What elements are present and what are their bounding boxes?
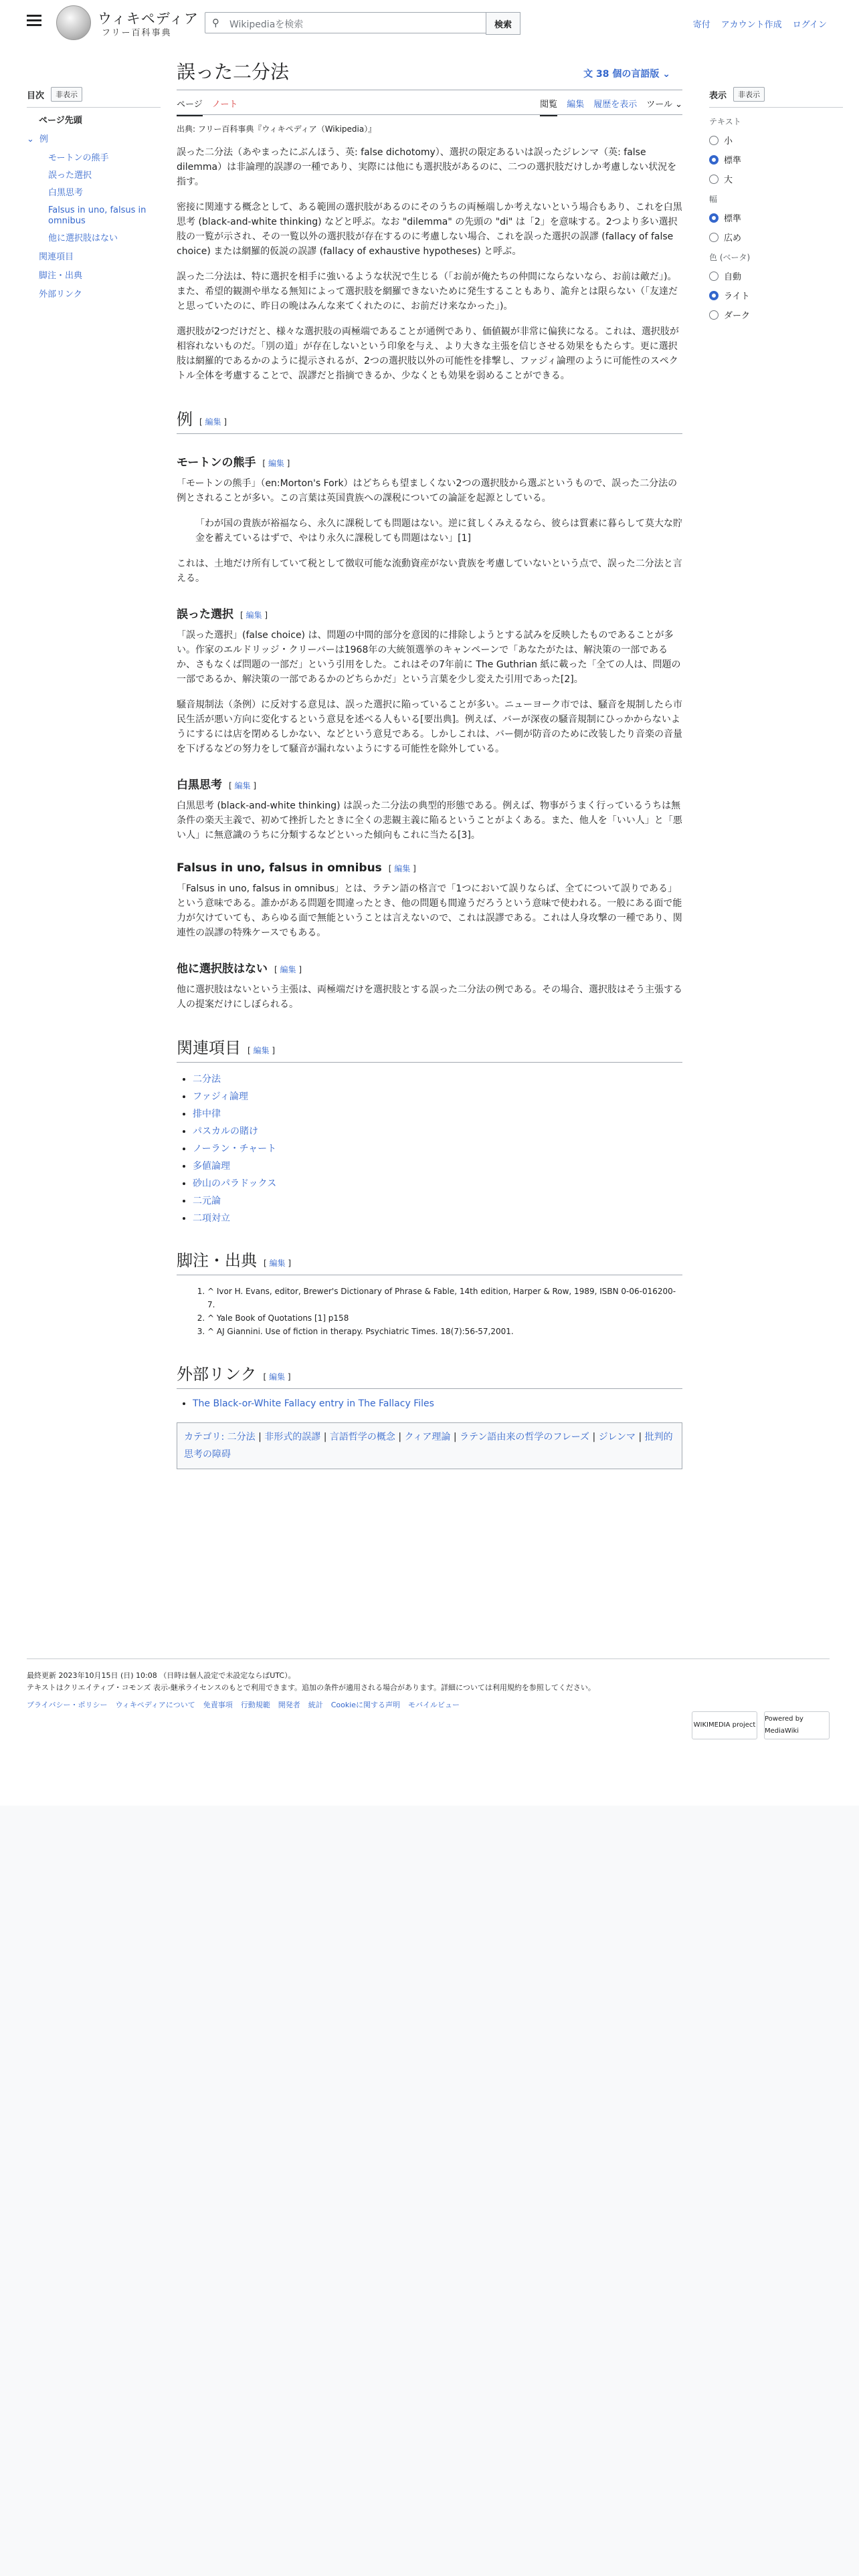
- reference-item: 2. ^ Yale Book of Quotations [1] p158: [207, 1311, 682, 1325]
- toc-sidebar: [27, 87, 161, 308]
- radio-icon[interactable]: [709, 136, 719, 145]
- related-link[interactable]: 二項対立: [193, 1213, 230, 1224]
- radio-icon[interactable]: [709, 233, 719, 242]
- footer-link[interactable]: 免責事項: [203, 1701, 233, 1709]
- related-link[interactable]: パスカルの賭け: [193, 1126, 258, 1137]
- radio-label: 広め: [724, 233, 742, 243]
- radio-icon[interactable]: [709, 310, 719, 320]
- page-title: 誤った二分法: [177, 61, 290, 83]
- search-placeholder: Wikipediaを検索: [229, 19, 304, 30]
- width-standard[interactable]: [709, 211, 843, 224]
- color-auto[interactable]: [709, 270, 843, 282]
- black-white-paragraph: 白黒思考 (black-and-white thinking) は誤った二分法の典型的形態である。例えば、物事がうまく行っているうちは無条件の楽天主義で、初めて挫折したときに全くの悲観主義に陥るということがよくある。また、他人を「いい人」と「悪い人」に無意識のうちに分類するなどといった傾向もこれに当たる[3]。: [177, 800, 682, 841]
- edit-link-external[interactable]: 編集: [269, 1372, 286, 1382]
- site-header: [0, 0, 859, 45]
- edit-link-falsus[interactable]: 編集: [394, 864, 411, 873]
- category-link[interactable]: ジレンマ: [598, 1432, 636, 1442]
- toc-title: 目次: [27, 90, 45, 101]
- chevron-down-icon[interactable]: ⌄: [27, 134, 34, 144]
- category-link[interactable]: 言語哲学の概念: [329, 1432, 395, 1442]
- intro-paragraph-2: 密接に関連する概念として、ある範囲の選択肢があるのにそのうちの両極端しか考えないという場合もあり、これを白黒思考 (black-and-white thinking) などと呼ぶ。なお "dilemma" の先頭の "di" は「2」を意味する。2つより多い選択肢の一覧が示され、その一覧以外の選択肢が存在するのに考慮しない場合、これを誤った選択の誤謬 (fallacy of false choice) または網羅的仮説の誤謬 (fallacy of exhaustive hypotheses) と呼ぶ。: [177, 202, 682, 257]
- heading-no-alternative: 他に選択肢はない: [177, 962, 268, 976]
- search-icon: ⚲: [212, 17, 219, 29]
- category-link[interactable]: 批判的思考の障碍: [184, 1432, 673, 1460]
- footer-link[interactable]: 行動規範: [240, 1701, 270, 1709]
- heading-external: 外部リンク: [177, 1365, 257, 1384]
- page-footer: [27, 1658, 830, 1735]
- category-link[interactable]: 非形式的誤謬: [264, 1432, 321, 1442]
- heading-example: 例: [177, 410, 193, 429]
- edit-link-related[interactable]: 編集: [253, 1046, 270, 1055]
- language-count: 38 個の言語版: [596, 69, 660, 80]
- related-link[interactable]: ファジィ論理: [193, 1091, 248, 1102]
- radio-icon[interactable]: [709, 272, 719, 281]
- category-label[interactable]: カテゴリ:: [184, 1432, 225, 1442]
- radio-label: 自動: [724, 272, 742, 282]
- reference-item: 3. ^ AJ Giannini. Use of fiction in therapy. Psychiatric Times. 18(7):56-57,2001.: [207, 1325, 682, 1338]
- radio-selected-icon[interactable]: [709, 291, 719, 300]
- radio-selected-icon[interactable]: [709, 155, 719, 165]
- tools-label: ツール: [646, 100, 672, 110]
- external-link[interactable]: The Black-or-White Fallacy entry in The Fallacy Files: [193, 1398, 434, 1409]
- last-modified: 最終更新 2023年10月15日 (日) 10:08 （日時は個人設定で未設定ならばUTC）。: [27, 1671, 296, 1680]
- toc-item-morton[interactable]: モートンの熊手: [48, 153, 109, 163]
- appearance-title: 表示: [709, 90, 727, 101]
- related-link[interactable]: 排中律: [193, 1109, 221, 1119]
- reference-list: [177, 1285, 682, 1338]
- text-size-standard[interactable]: [709, 153, 843, 166]
- footer-link[interactable]: モバイルビュー: [408, 1701, 460, 1709]
- toc-item-black-white[interactable]: 白黒思考: [48, 188, 84, 198]
- edit-link-no-alternative[interactable]: 編集: [280, 965, 296, 974]
- heading-falsus: Falsus in uno, falsus in omnibus: [177, 861, 382, 875]
- morton-paragraph-2: これは、土地だけ所有していて税として徴収可能な流動資産がない貴族を考慮していないという点で、誤った二分法と言える。: [177, 558, 682, 584]
- intro-paragraph-1: 誤った二分法（あやまったにぶんほう、英: false dichotomy）、選択の限定あるいは誤ったジレンマ（英: false dilemma）は非論理的誤謬の一種であり、実際には他にも選択肢があるのに、二つの選択肢だけしか考慮しない状況を指す。: [177, 147, 677, 187]
- toc-item-example[interactable]: 例: [39, 134, 48, 144]
- edit-link-black-white[interactable]: 編集: [234, 781, 251, 790]
- toc-item-notes[interactable]: 脚注・出典: [39, 271, 83, 281]
- toc-item-start[interactable]: ページ先頭: [39, 116, 82, 126]
- heading-black-white: 白黒思考: [177, 778, 222, 792]
- search-input[interactable]: [205, 12, 487, 33]
- false-choice-paragraph-2: 騒音規制法（条例）に反対する意見は、誤った選択に陥っていることが多い。ニューヨーク市では、騒音を規制したら市民生活が悪い方向に変化するという意見を述べる人もいる[要出典]。例えば、バーが深夜の騒音規制にひっかからないようにするには店を閉めるしかない、などという意見である。しかしこれは、バー側が防音のために改装したり音楽の音量を下げるなどの努力をして騒音が漏れないようにする可能性を除外している。: [177, 700, 682, 754]
- create-account-link[interactable]: アカウント作成: [721, 20, 782, 30]
- tools-menu[interactable]: ツール ⌄: [646, 100, 682, 110]
- reference-item: 1. ^ Ivor H. Evans, editor, Brewer's Dictionary of Phrase & Fable, 14th edition, Harper & Row, 1989, ISBN 0-06-016200-7.: [207, 1285, 682, 1311]
- color-light[interactable]: [709, 289, 843, 302]
- page-bottom-area: [0, 1806, 859, 2576]
- text-size-small[interactable]: [709, 134, 843, 146]
- category-link[interactable]: ラテン語由来の哲学のフレーズ: [460, 1432, 590, 1442]
- radio-selected-icon[interactable]: [709, 213, 719, 223]
- category-link[interactable]: 二分法: [227, 1432, 256, 1442]
- page-tabs: [177, 90, 682, 115]
- search-button[interactable]: 検索: [486, 12, 520, 35]
- related-link[interactable]: ノーラン・チャート: [193, 1144, 277, 1154]
- footer-link[interactable]: ウィキペディアについて: [115, 1701, 195, 1709]
- no-alternative-paragraph: 他に選択肢はないという主張は、両極端だけを選択肢とする誤った二分法の例である。その場合、選択肢はそう主張する人の提案だけにしぼられる。: [177, 984, 682, 1010]
- tab-read[interactable]: 閲覧: [540, 97, 557, 116]
- radio-icon[interactable]: [709, 175, 719, 184]
- search-form: [205, 12, 519, 33]
- mediawiki-badge[interactable]: Powered by MediaWiki: [764, 1711, 830, 1739]
- related-link[interactable]: 砂山のパラドックス: [193, 1178, 277, 1189]
- personal-tools: [693, 17, 827, 30]
- footer-link[interactable]: 統計: [308, 1701, 323, 1709]
- wikipedia-logo-icon[interactable]: [56, 5, 91, 40]
- related-link[interactable]: 二分法: [193, 1074, 221, 1085]
- related-link[interactable]: 多値論理: [193, 1161, 230, 1172]
- site-title[interactable]: ウィキペディア: [98, 11, 199, 27]
- category-box: カテゴリ: 二分法 | 非形式的誤謬 | 言語哲学の概念 | クィア理論 | ラテン語由来の哲学のフレーズ | ジレンマ | 批判的思考の障碍: [177, 1422, 682, 1469]
- tab-edit[interactable]: 編集: [567, 100, 585, 110]
- heading-morton: モートンの熊手: [177, 456, 256, 469]
- donate-link[interactable]: 寄付: [692, 20, 710, 30]
- login-link[interactable]: ログイン: [792, 20, 827, 30]
- tab-page[interactable]: ページ: [177, 97, 203, 116]
- edit-link-example[interactable]: 編集: [205, 417, 221, 427]
- footer-link[interactable]: プライバシー・ポリシー: [27, 1701, 108, 1709]
- heading-related: 関連項目: [177, 1039, 241, 1057]
- appearance-panel: [709, 87, 843, 328]
- edit-link-notes[interactable]: 編集: [269, 1259, 286, 1268]
- category-link[interactable]: クィア理論: [404, 1432, 451, 1442]
- radio-label: 標準: [724, 156, 742, 166]
- toc-item-falsus[interactable]: Falsus in uno, falsus in omnibus: [48, 205, 147, 226]
- language-icon: 文: [583, 69, 593, 80]
- site-sub-source: 出典: フリー百科事典『ウィキペディア（Wikipedia）』: [177, 124, 377, 134]
- toc-item-related[interactable]: 関連項目: [39, 252, 74, 262]
- falsus-paragraph: 「Falsus in uno, falsus in omnibus」とは、ラテン語の格言で「1つにおいて誤りならば、全てについて誤りである」という意味である。誰かがある問題を間違ったとき、他の問題も間違うだろうという意味で使われる。一般にある面で能力が欠けていても、あらゆる面で無能ということは言えないので、これは誤謬である。これは人身攻撃の一種であり、関連性の誤謬の特殊ケースでもある。: [177, 883, 682, 938]
- radio-label: 小: [724, 136, 733, 146]
- width-label: 幅: [709, 195, 718, 204]
- footer-link[interactable]: Cookieに関する声明: [330, 1701, 401, 1709]
- main-menu-icon[interactable]: [27, 15, 41, 27]
- edit-link-false-choice[interactable]: 編集: [246, 611, 262, 620]
- text-size-large[interactable]: [709, 173, 843, 185]
- appearance-hide-button[interactable]: 非表示: [733, 87, 765, 102]
- radio-label: 大: [724, 175, 733, 185]
- morton-paragraph: 「モートンの熊手」（en:Morton's Fork）はどちらも望ましくない2つの選択肢から選ぶというもので、誤った二分法の例とされることが多い。この言葉は英国貴族への課税についての論証を起源としている。: [177, 478, 678, 504]
- article-content: 誤った二分法 文 38 個の言語版 ⌄ ページ ノート 閲覧 編集 履歴を表示 ツール ⌄ 出典: フリー百科事典『ウィキペディア（Wikipedia）』 誤った二分法（あやまったにぶんほう、英: false dichotomy）、選択の限定あるいは誤ったジレンマ（英: false dilemma）は非論理的誤謬の一種であり、実際には他にも選択肢があるのに、二つの選択肢だけしか考慮しない状況を指す。 密接に関連する概念として、ある範囲の選択肢があるのにそのうちの両極端しか考えないという場合もあり、これを白黒思考 (black-and-white thinking) などと呼ぶ。なお "dilemma" の先頭の "di" は「2」を意味する。2つより多い選択肢の一覧が示され、その一覧以外の選択肢が存在するのに考慮しない場合、これを誤った選択の誤謬 (fallacy of false choice) または網羅的仮説の誤謬 (fallacy of exhaustive hypotheses) と呼ぶ。 誤った二分法は、特に選択を相手に強いるような状況で生じる（「お前が俺たちの仲間にならないなら、お前は敵だ」)。また、希望的観測や単なる無知によって選択肢を網羅できないために発生することもあり、詭弁とは限らない（「友達だと思っていたのに、昨日の晩はみんな来てくれたのに、お前だけ来なかった」)。 選択肢が2つだけだと、様々な選択肢の両極端であることが通例であり、価値観が非常に偏狭になる。これは、選択肢が相容れないものだ。「別の道」が存在しないという印象を与え、より大きな主張を信じさせる効果をもたらす。更に選択肢は網羅的であるかのように提示されるが、2つの選択肢以外の可能性を排撃し、ファジィ論理のように可能性のスペクトル全体を考慮することで、誤謬だと指摘できるか、少なくとも効果を弱めることができる。 例 [ 編集 ] モートンの熊手 [ 編集 ] 「モートンの熊手」（en:Morton's Fork）はどちらも望ましくない2つの選択肢から選ぶというもので、誤った二分法の例とされることが多い。この言葉は英国貴族への課税についての論証を起源としている。 「わが国の貴族が裕福なら、永久に課税しても問題はない。逆に貧しくみえるなら、彼らは質素に暮らして莫大な貯金を蓄えているはずで、やはり永久に課税しても問題はない」[1] これは、土地だけ所有していて税として徴収可能な流動資産がない貴族を考慮していないという点で、誤った二分法と言える。 誤った選択 [ 編集 ] 「誤った選択」(false choice) は、問題の中間的部分を意図的に排除しようとする試みを反映したものであることが多い。作家のエルドリッジ・クリーバーは1968年の大統領選挙のキャンペーンで「あなたがたは、解決策の一部であるか、さもなくば問題の一部だ」という引用をした。これはその7年前に The Guthrian 紙に載った「全ての人は、問題の一部であるか、解決策の一部であるかのどちらかだ」という言葉を少し変えた引用であった[2]。 騒音規制法（条例）に反対する意見は、誤った選択に陥っていることが多い。ニューヨーク市では、騒音を規制したら市民生活が悪い方向に変化するという意見を述べる人もいる[要出典]。例えば、バーが深夜の騒音規制にひっかからないようにするには店を閉めるしかない、などという意見である。しかしこれは、バー側が防音のために改装したり音楽の音量を下げるなどの努力をして騒音が漏れないようにする可能性を除外している。 白黒思考 [ 編集 ] 白黒思考 (black-and-white thinking) は誤った二分法の典型的形態である。例えば、物事がうまく行っているうちは無条件の楽天主義で、初めて挫折したときに全くの悲観主義に陥るということがよくある。また、他人を「いい人」と「悪い人」に無意識のうちに分類するなどといった傾向もこれに当たる[3]。 Falsus in uno, falsus in omnibus [ 編集 ] 「Falsus in uno, falsus in omnibus」とは、ラテン語の格言で「1つにおいて誤りならば、全てについて誤りである」という意味である。誰かがある問題を間違ったとき、他の問題も間違うだろうという意味で使われる。一般にある面で能力が欠けていても、あらゆる面で無能ということは言えないので、これは誤謬である。これは人身攻撃の一種であり、関連性の誤謬の特殊ケースでもある。 他に選択肢はない [ 編集 ] 他に選択肢はないという主張は、両極端だけを選択肢とする誤った二分法の例である。その場合、選択肢はそう主張する人の提案だけにしぼられる。 関連項目 [ 編集 ] • 二分法 • ファジィ論理 • 排中律 • パスカルの賭け • ノーラン・チャート • 多値論理 • 砂山のパラドックス • 二元論 • 二項対立 脚注・出典 [ 編集 ] 1. ^ Ivor H. Evans, editor, Brewer's Dictionary of Phrase & Fable, 14th edition, Harper & Row, 1989, ISBN 0-06-016200-7. 2. ^ Yale Book of Quotations [1] p158 3. ^ AJ Giannini. Use of fiction in therapy. Psychiatric Times. 18(7):56-57,2001. 外部リンク [ 編集 ] • The Black-or-White Fallacy entry in The Fallacy Files カテゴリ: 二分法 | 非形式的誤謬 | 言語哲学の概念 | クィア理論 | ラテン語由来の哲学のフレーズ | ジレンマ | 批判的思考の障碍: [177, 58, 682, 1469]
- radio-label: 標準: [724, 214, 742, 224]
- intro-paragraph-3: 誤った二分法は、特に選択を相手に強いるような状況で生じる（「お前が俺たちの仲間にならないなら、お前は敵だ」)。また、希望的観測や単なる無知によって選択肢を網羅できないために発生することもあり、詭弁とは限らない（「友達だと思っていたのに、昨日の晩はみんな来てくれたのに、お前だけ来なかった」)。: [177, 272, 678, 312]
- morton-quote: 「わが国の貴族が裕福なら、永久に課税しても問題はない。逆に貧しくみえるなら、彼らは質素に暮らして莫大な貯金を蓄えているはずで、やはり永久に課税しても問題はない」[1]: [195, 518, 682, 544]
- site-subtitle: フリー百科事典: [102, 28, 172, 38]
- width-wide[interactable]: [709, 231, 843, 243]
- heading-false-choice: 誤った選択: [177, 608, 233, 621]
- toc-item-external[interactable]: 外部リンク: [39, 290, 82, 300]
- tab-history[interactable]: 履歴を表示: [593, 100, 638, 110]
- heading-notes: 脚注・出典: [177, 1251, 257, 1270]
- edit-link-morton[interactable]: 編集: [268, 459, 284, 468]
- related-list: [177, 1072, 682, 1224]
- license-text: テキストはクリエイティブ・コモンズ 表示-継承ライセンスのもとで利用できます。追加の条件が適用される場合があります。詳細については利用規約を参照してください。: [27, 1683, 595, 1692]
- toc-item-false-choice[interactable]: 誤った選択: [48, 171, 92, 181]
- wikimedia-badge[interactable]: WIKIMEDIA project: [692, 1711, 757, 1739]
- tab-talk[interactable]: ノート: [211, 100, 238, 110]
- related-link[interactable]: 二元論: [193, 1196, 221, 1206]
- radio-label: ライト: [724, 292, 750, 302]
- radio-label: ダーク: [724, 311, 751, 321]
- toc-hide-button[interactable]: 非表示: [51, 87, 82, 102]
- intro-paragraph-4: 選択肢が2つだけだと、様々な選択肢の両極端であることが通例であり、価値観が非常に偏狭になる。これは、選択肢が相容れないものだ。「別の道」が存在しないという印象を与え、より大きな主張を信じさせる効果をもたらす。更に選択肢は網羅的であるかのように提示されるが、2つの選択肢以外の可能性を排撃し、ファジィ論理のように可能性のスペクトル全体を考慮することで、誤謬だと指摘できるか、少なくとも効果を弱めることができる。: [177, 326, 679, 381]
- color-dark[interactable]: [709, 308, 843, 321]
- false-choice-paragraph: 「誤った選択」(false choice) は、問題の中間的部分を意図的に排除しようとする試みを反映したものであることが多い。作家のエルドリッジ・クリーバーは1968年の大統領選挙のキャンペーンで「あなたがたは、解決策の一部であるか、さもなくば問題の一部だ」という引用をした。これはその7年前に The Guthrian 紙に載った「全ての人は、問題の一部であるか、解決策の一部であるかのどちらかだ」という言葉を少し変えた引用であった[2]。: [177, 630, 681, 685]
- toc-item-no-alternative[interactable]: 他に選択肢はない: [48, 233, 118, 243]
- language-button[interactable]: 文 38 個の言語版 ⌄: [583, 69, 670, 80]
- text-size-label: テキスト: [709, 117, 741, 126]
- color-label: 色 (ベータ): [709, 253, 751, 262]
- footer-link[interactable]: 開発者: [278, 1701, 300, 1709]
